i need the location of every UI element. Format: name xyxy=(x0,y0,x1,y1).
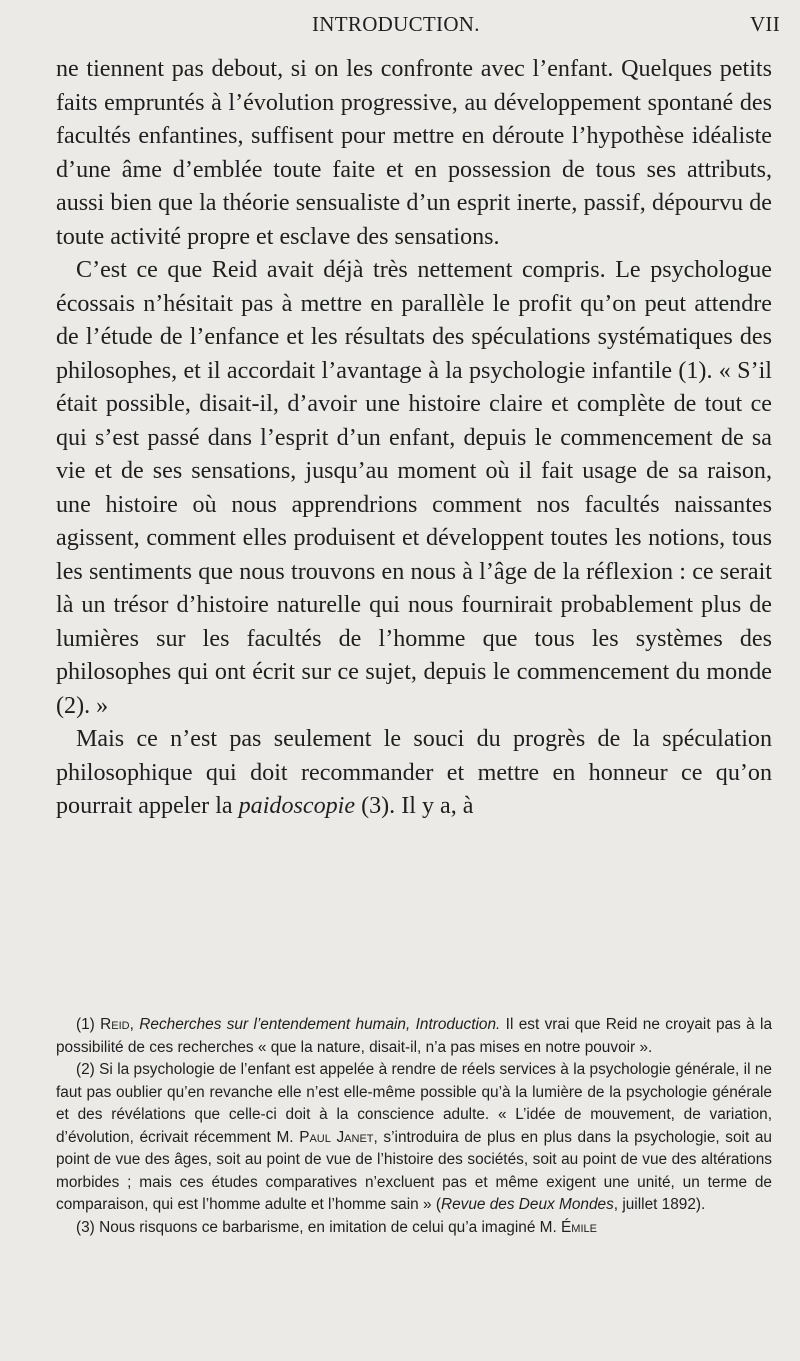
paragraph-3-text-end: (3). Il y a, à xyxy=(355,793,474,819)
paidoscopie-term: paidoscopie xyxy=(238,793,356,819)
paragraph-3-text-start: Mais ce n’est pas seulement le souci du progrès de la spéculation philosophique qui doit recommander et mettre en honneur ce qu’on pourrait appeler la xyxy=(56,726,772,819)
page-header xyxy=(56,12,780,42)
running-title: INTRODUCTION. xyxy=(312,12,480,36)
paragraph-3 xyxy=(56,723,772,824)
footnote-2-text-c: , juillet 1892). xyxy=(613,1196,706,1213)
footnote-1-separator: , xyxy=(129,1016,140,1033)
footnote-1-text: Il est vrai que Reid ne croyait pas à la possibilité de ces recherches « que la nature, disait-il, n’a pas mises en notre pouvoir ». xyxy=(56,1016,772,1056)
paragraph-1: ne tiennent pas debout, si on les confronte avec l’enfant. Quelques petits faits empruntés à l’évolution progressive, au développement spontané des facultés enfantines, suffisent pour mettre en déroute l’hypothèse idéaliste d’une âme d’emblée toute faite et en possession de tous ses attributs, aussi bien que la théorie sensualiste d’un esprit inerte, passif, dépourvu de toute activité propre et esclave des sensations. xyxy=(56,56,772,250)
footnote-1 xyxy=(56,1014,772,1059)
footnote-3-text: (3) Nous risquons ce barbarisme, en imitation de celui qu’a imaginé M. xyxy=(76,1218,562,1236)
main-text xyxy=(56,53,772,824)
footnote-2 xyxy=(56,1059,772,1217)
footnote-3 xyxy=(56,1217,772,1240)
footnote-2-text-b: , s’introduira de plus en plus dans la psychologie, soit au point de vue des âges, soit au point de vue de l’histoire des sociétés, soit au point de vue des altérations morbides ; mais ces études comparatives n’excluent pas et même exigent une unité, un terme de comparaison, qui est l’homme adulte et l’homme sain » ( xyxy=(56,1128,772,1213)
page-number: VII xyxy=(749,12,780,36)
footnote-2-author: Paul Janet xyxy=(299,1128,374,1146)
footnote-3-author: Émile xyxy=(561,1218,597,1236)
footnote-2-text-a: (2) Si la psychologie de l’enfant est appelée à rendre de réels services à la psychologie générale, il ne faut pas oublier qu’en revanche elle n’est elle-même possible qu’à la lumière de la psychologie générale et des révélations que celle-ci doit à la conscience adulte. « L’idée de mouvement, de variation, d’évolution, écrivait récemment M. xyxy=(56,1061,772,1146)
paragraph-2: C’est ce que Reid avait déjà très nettement compris. Le psychologue écossais n’hésitait pas à mettre en parallèle le profit qu’on peut attendre de l’étude de l’enfance et les résultats des spéculations systématiques des philosophes, et il accordait l’avantage à la psychologie infantile (1). « S’il était possible, disait-il, d’avoir une histoire claire et complète de tout ce qui s’est passé dans l’esprit d’un enfant, depuis le commencement de sa vie et de ses sensations, jusqu’au moment où il fait usage de sa raison, une histoire où nous apprendrions comment nos facultés naissantes agissent, comment elles produisent et développent toutes les notions, tous les sentiments que nous trouvons en nous à l’âge de la réflexion : ce serait là un trésor d’histoire naturelle qui nous fournirait probablement plus de lumières sur les facultés de l’homme que tous les systèmes des philosophes qui ont écrit sur ce sujet, depuis le commencement du monde (2). » xyxy=(56,257,772,719)
footnote-1-author: Reid xyxy=(100,1016,130,1033)
footnote-1-number: (1) xyxy=(76,1016,101,1033)
footnotes xyxy=(56,1014,772,1239)
footnote-1-title: Recherches sur l’entendement humain, Introduction. xyxy=(139,1016,501,1033)
footnote-2-source: Revue des Deux Mondes xyxy=(440,1196,614,1213)
